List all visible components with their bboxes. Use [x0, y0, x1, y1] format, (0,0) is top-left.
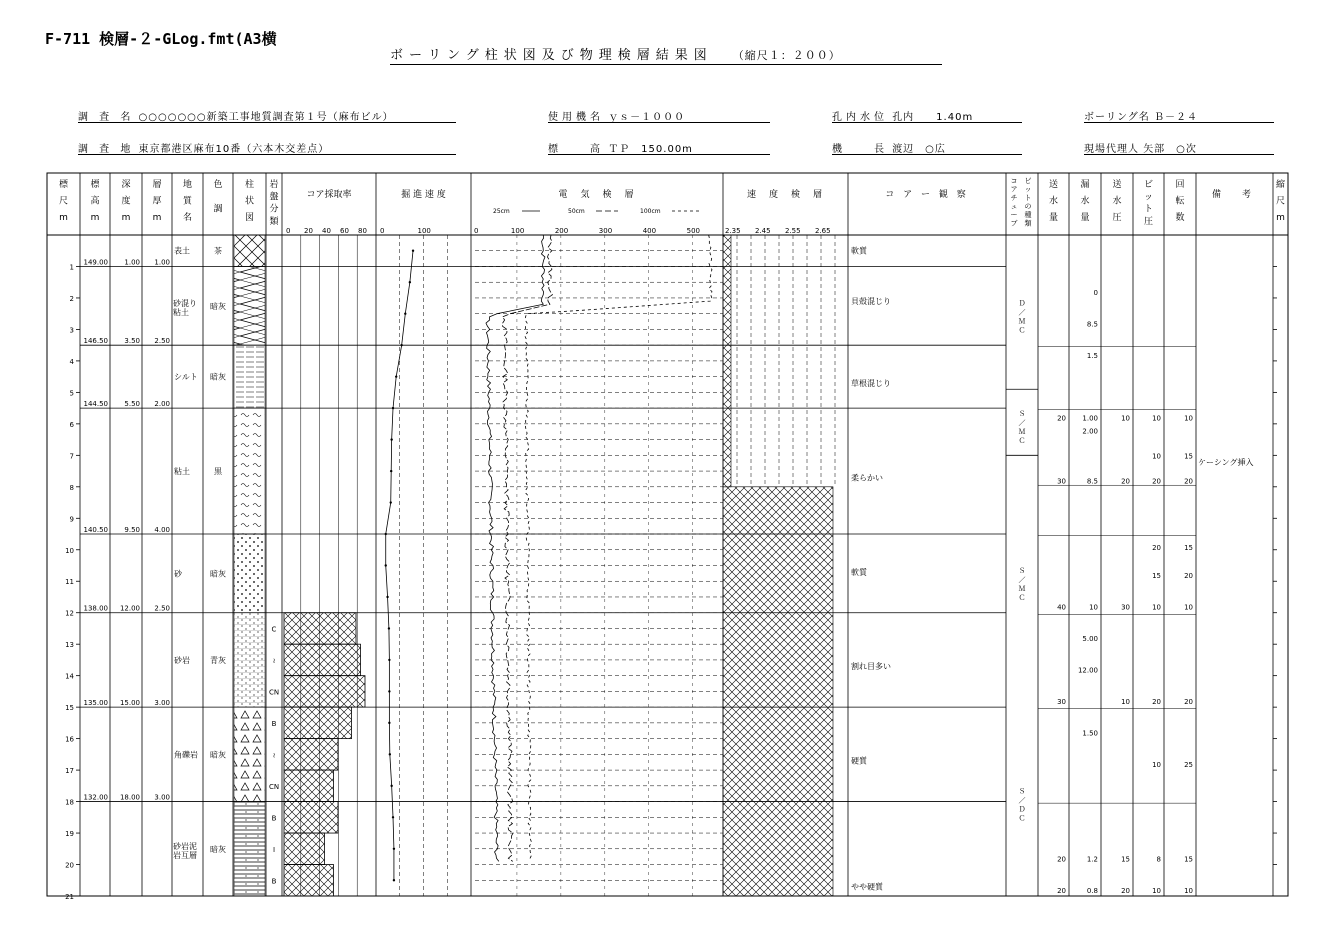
- hdr-press-1: 水: [1112, 196, 1122, 207]
- core-bar-1: [284, 644, 361, 675]
- drill-point-9: [385, 533, 387, 535]
- hdr-thick-0: 層: [152, 180, 162, 190]
- rec-press-16: 20: [1121, 886, 1130, 895]
- rec-feed-9: 40: [1057, 603, 1066, 612]
- hdr-depth-0: 深: [121, 180, 131, 190]
- rec-rot-3: 10: [1184, 414, 1193, 423]
- layer-color-3: 黒: [214, 467, 222, 477]
- elec-tick-0: 0: [474, 227, 479, 235]
- depth-label-12: 12: [65, 609, 74, 618]
- vel-tick-3: 2.65: [815, 227, 831, 235]
- elec-curve-50: [502, 235, 552, 861]
- vel-tick-2: 2.55: [785, 227, 801, 235]
- hdr-tube-1-3: の: [1024, 202, 1032, 211]
- log-pattern-4: [234, 534, 265, 613]
- log-pattern-0: [234, 235, 265, 266]
- drill-point-15: [388, 722, 390, 724]
- chart-frame: [47, 173, 1288, 896]
- observation-7: やや硬質: [851, 882, 883, 892]
- rec-bitp-15: 8: [1156, 855, 1161, 864]
- elec-tick-1: 100: [510, 227, 525, 235]
- hdr-tube-0-2: チ: [1010, 194, 1018, 202]
- layer-name-5: 砂岩: [174, 655, 190, 665]
- vel-tick-0: 2.35: [725, 227, 741, 235]
- tube-char-3-3: Ｃ: [1018, 814, 1026, 823]
- hdr-rot-0: 回: [1175, 180, 1185, 190]
- rec-feed-3: 20: [1057, 414, 1066, 423]
- tube-char-1-0: Ｓ: [1018, 409, 1026, 418]
- rec-press-6: 20: [1121, 477, 1130, 486]
- log-pattern-2: [234, 345, 265, 408]
- vel-tick-1: 2.45: [755, 227, 771, 235]
- layer-color-5: 青灰: [210, 655, 226, 665]
- tube-char-2-2: Ｍ: [1018, 585, 1026, 594]
- water-level-row: 孔内水位 孔内 1.40m: [832, 108, 1022, 123]
- survey-site-row: 調 査 地 東京都港区麻布10番（六本木交差点）: [78, 140, 456, 155]
- layer-thick-4: 2.50: [154, 604, 170, 613]
- layer-name-2: シルト: [174, 372, 198, 382]
- layer-elev-4: 138.00: [83, 604, 108, 613]
- title-text: ボーリング柱状図及び物理検層結果図: [390, 48, 713, 63]
- rec-rot-14: 25: [1184, 760, 1193, 769]
- rec-leak-16: 0.8: [1086, 886, 1098, 895]
- rock-class-8: B: [271, 877, 277, 886]
- drill-point-11: [386, 596, 388, 598]
- layer-thick-1: 2.50: [154, 337, 170, 346]
- log-pattern-7: [234, 802, 265, 896]
- rec-rot-15: 15: [1184, 855, 1193, 864]
- hdr-geo-0: 地: [182, 180, 193, 190]
- tube-char-2-3: Ｃ: [1018, 594, 1026, 603]
- rec-leak-10: 5.00: [1082, 635, 1098, 644]
- hdr-press-0: 送: [1112, 180, 1122, 190]
- site-agent-row: 現場代理人 矢部 ○次: [1084, 140, 1274, 155]
- rec-leak-3: 1.00: [1082, 414, 1098, 423]
- hdr-drill: 掘 進 速 度: [401, 190, 446, 200]
- foreman-row: 機 長 渡辺 ○広: [832, 140, 1022, 155]
- core-bar-4: [284, 739, 338, 770]
- observation-2: 草根混じり: [851, 378, 891, 388]
- hdr-remarks: 備 考: [1211, 190, 1258, 200]
- core-tick-3: 60: [340, 227, 349, 235]
- depth-label-20: 20: [65, 861, 74, 870]
- layer-color-7: 暗灰: [210, 844, 226, 854]
- hdr-feed-1: 水: [1048, 196, 1059, 207]
- rec-press-15: 15: [1121, 855, 1130, 864]
- elec-tick-4: 400: [642, 227, 657, 235]
- drill-point-1: [409, 281, 411, 283]
- rec-feed-16: 20: [1057, 886, 1066, 895]
- tube-type-1: [1019, 410, 1026, 445]
- layer-depth-5: 15.00: [119, 699, 140, 708]
- rec-press-12: 10: [1121, 697, 1130, 706]
- hdr-rot-1: 転: [1175, 196, 1185, 207]
- rec-bitp-3: 10: [1152, 414, 1161, 423]
- rec-rot-12: 20: [1184, 697, 1193, 706]
- tube-char-3-2: Ｄ: [1018, 805, 1026, 814]
- elec-tick-3: 300: [598, 227, 613, 235]
- hdr-tube-0-5: ブ: [1010, 219, 1018, 228]
- depth-label-14: 14: [65, 672, 74, 681]
- tube-char-2-1: ／: [1018, 576, 1026, 585]
- hdr-tube-1-4: 種: [1024, 211, 1032, 219]
- hdr-tube-0-1: ア: [1010, 185, 1018, 194]
- rec-bitp-14: 10: [1152, 760, 1161, 769]
- hdr-rot-2: 数: [1175, 212, 1185, 223]
- drill-point-16: [389, 753, 391, 755]
- depth-label-13: 13: [65, 641, 74, 650]
- rec-feed-6: 30: [1057, 477, 1066, 486]
- hdr-scale-0: 標: [58, 180, 69, 190]
- core-bar-5: [284, 770, 334, 801]
- drill-point-0: [412, 250, 414, 252]
- hdr-leak-2: 量: [1080, 212, 1090, 223]
- depth-label-19: 19: [65, 830, 74, 839]
- core-bar-2: [284, 676, 365, 707]
- hdr-tube-1-5: 類: [1024, 219, 1032, 228]
- layer-depth-1: 3.50: [124, 337, 140, 346]
- depth-label-6: 6: [69, 420, 74, 429]
- elec-curve-100: [525, 235, 712, 861]
- hdr-scale2-2: m: [1276, 212, 1285, 223]
- drill-point-12: [388, 627, 390, 629]
- hdr-rock-1: 盤: [269, 192, 279, 203]
- core-tick-2: 40: [322, 227, 331, 235]
- log-pattern-1: [234, 266, 265, 345]
- drill-point-6: [390, 438, 392, 440]
- rec-bitp-5: 10: [1152, 452, 1161, 461]
- tube-char-3-1: ／: [1018, 796, 1026, 805]
- drill-point-2: [404, 312, 406, 314]
- rec-leak-11: 12.00: [1077, 666, 1098, 675]
- hdr-log-1: 状: [244, 196, 255, 207]
- depth-label-21: 21: [65, 893, 74, 901]
- layer-depth-3: 9.50: [124, 526, 140, 535]
- layer-name-1: 砂混り粘土: [173, 298, 197, 317]
- elec-legend-100: 100cm: [640, 208, 661, 215]
- rec-feed-12: 30: [1057, 697, 1066, 706]
- hdr-bitp-0: ビ: [1143, 180, 1154, 190]
- core-bar-0: [284, 613, 356, 644]
- rock-class-7: I: [272, 845, 276, 854]
- observation-3: 柔らかい: [851, 473, 883, 483]
- depth-label-2: 2: [69, 294, 74, 303]
- tube-char-1-1: ／: [1018, 418, 1026, 427]
- tube-char-0-0: Ｄ: [1018, 299, 1026, 308]
- hdr-rock-3: 類: [269, 217, 279, 228]
- hdr-thick-2: m: [152, 212, 162, 223]
- tube-char-0-1: ／: [1018, 308, 1026, 317]
- layer-color-6: 暗灰: [210, 750, 226, 760]
- machine-row: 使用機名 ｙｓ－１０００: [548, 108, 770, 123]
- hdr-geo-1: 質: [182, 196, 193, 207]
- rec-bitp-6: 20: [1152, 477, 1161, 486]
- rec-bitp-16: 10: [1152, 886, 1161, 895]
- rec-press-9: 30: [1121, 603, 1130, 612]
- drill-point-8: [390, 501, 392, 503]
- observation-1: 貝殻混じり: [851, 297, 891, 307]
- tube-char-1-3: Ｃ: [1018, 436, 1026, 445]
- drill-point-10: [385, 564, 387, 566]
- rec-feed-15: 20: [1057, 855, 1066, 864]
- hdr-bitp-1: ッ: [1143, 192, 1154, 203]
- depth-label-4: 4: [69, 357, 74, 366]
- elevation-row: 標 高 ＴＰ 150.00m: [548, 140, 770, 155]
- layer-elev-2: 144.50: [83, 400, 108, 409]
- rec-bitp-9: 10: [1152, 603, 1161, 612]
- hdr-thick-1: 厚: [152, 196, 162, 207]
- rec-bitp-12: 20: [1152, 697, 1161, 706]
- layer-name-3: 粘土: [174, 467, 190, 477]
- layer-elev-0: 149.00: [83, 258, 108, 267]
- hdr-vel: 速 度 検 層: [746, 190, 825, 200]
- layer-elev-6: 132.00: [83, 793, 108, 802]
- layer-thick-6: 3.00: [154, 793, 170, 802]
- depth-label-1: 1: [69, 263, 74, 272]
- rec-rot-7: 15: [1184, 543, 1193, 552]
- tube-char-1-2: Ｍ: [1018, 427, 1026, 436]
- layer-name-0: 表土: [174, 246, 190, 256]
- hdr-rock-2: 分: [269, 204, 279, 215]
- rec-rot-6: 20: [1184, 477, 1193, 486]
- rock-class-4: ≀: [272, 751, 276, 760]
- velocity-bar-upper: [723, 235, 731, 487]
- rec-leak-15: 1.2: [1086, 855, 1098, 864]
- core-tick-4: 80: [358, 227, 367, 235]
- scale-text: （縮尺１：２００）: [732, 49, 841, 62]
- drill-point-19: [393, 848, 395, 850]
- hdr-log-2: 図: [244, 212, 255, 223]
- hdr-color-1: 調: [213, 204, 223, 215]
- layer-depth-4: 12.00: [119, 604, 140, 613]
- chart-body: [65, 235, 1277, 901]
- drill-point-5: [392, 407, 394, 409]
- elec-legend-25: 25cm: [493, 208, 510, 215]
- layer-thick-5: 3.00: [154, 699, 170, 708]
- velocity-bar-lower: [723, 487, 833, 896]
- hdr-elev-2: m: [90, 212, 100, 223]
- rec-press-3: 10: [1121, 414, 1130, 423]
- depth-label-5: 5: [69, 389, 74, 398]
- observation-6: 硬質: [851, 756, 867, 766]
- depth-label-9: 9: [69, 515, 74, 524]
- hdr-color-0: 色: [213, 180, 223, 190]
- hdr-leak-0: 漏: [1080, 180, 1090, 190]
- rec-leak-9: 10: [1089, 603, 1098, 612]
- layer-thick-3: 4.00: [154, 526, 170, 535]
- hdr-feed-0: 送: [1048, 180, 1059, 190]
- depth-label-7: 7: [69, 452, 74, 461]
- drill-tick-0: 0: [380, 227, 385, 235]
- hdr-bitp-3: 圧: [1143, 217, 1154, 228]
- hdr-geo-2: 名: [182, 212, 193, 223]
- tube-char-0-3: Ｃ: [1018, 326, 1026, 335]
- layer-elev-3: 140.50: [83, 526, 108, 535]
- rock-class-6: B: [271, 814, 277, 823]
- tube-type-0: [1019, 300, 1026, 335]
- log-pattern-6: [234, 707, 265, 801]
- drill-point-4: [395, 375, 397, 377]
- depth-label-10: 10: [65, 546, 74, 555]
- hdr-tube-1-0: ビ: [1024, 177, 1032, 185]
- tube-type-3: [1019, 788, 1026, 823]
- depth-label-3: 3: [69, 326, 74, 335]
- elec-tick-2: 200: [554, 227, 569, 235]
- core-bar-7: [284, 833, 325, 864]
- rec-leak-6: 8.5: [1086, 477, 1098, 486]
- observation-0: 軟質: [851, 246, 867, 256]
- elec-tick-5: 500: [686, 227, 701, 235]
- core-tick-0: 0: [286, 227, 291, 235]
- drill-point-7: [390, 470, 392, 472]
- core-tick-1: 20: [304, 227, 313, 235]
- hdr-scale2-1: 尺: [1275, 196, 1286, 207]
- hdr-scale2-0: 縮: [1275, 180, 1286, 190]
- rec-leak-4: 2.00: [1082, 427, 1098, 436]
- rec-rot-5: 15: [1184, 452, 1193, 461]
- hdr-elev-1: 高: [90, 196, 100, 207]
- hdr-elec: 電 気 検 層: [558, 190, 636, 200]
- layer-depth-2: 5.50: [124, 400, 140, 409]
- rock-class-5: CN: [268, 782, 280, 791]
- hdr-bitp-2: ト: [1143, 204, 1154, 215]
- rec-rot-16: 10: [1184, 886, 1193, 895]
- elec-curve-25: [486, 235, 545, 861]
- observation-4: 軟質: [851, 567, 867, 577]
- tube-type-2: [1019, 567, 1026, 602]
- hdr-core: コア採取率: [306, 190, 352, 200]
- rec-leak-2: 1.5: [1086, 351, 1098, 360]
- drill-point-20: [393, 879, 395, 881]
- layer-name-4: 砂: [174, 569, 182, 579]
- rec-leak-0: 0: [1093, 288, 1098, 297]
- hdr-scale-1: 尺: [58, 196, 69, 207]
- rock-class-2: CN: [268, 688, 280, 697]
- drill-point-18: [392, 816, 394, 818]
- survey-name-row: 調 査 名 ○○○○○○○新築工事地質調査第１号（麻布ビル）: [78, 108, 456, 123]
- layer-depth-0: 1.00: [124, 258, 140, 267]
- layer-thick-0: 1.00: [154, 258, 170, 267]
- rec-leak-1: 8.5: [1086, 320, 1098, 329]
- remark-0: ケーシング挿入: [1198, 457, 1254, 467]
- drill-point-3: [400, 344, 402, 346]
- tube-char-0-2: Ｍ: [1018, 317, 1026, 326]
- hdr-depth-1: 度: [121, 196, 131, 207]
- depth-label-17: 17: [65, 767, 74, 776]
- rec-rot-8: 20: [1184, 572, 1193, 581]
- elec-legend-50: 50cm: [568, 208, 585, 215]
- log-pattern-3: [234, 408, 265, 534]
- hdr-elev-0: 標: [90, 180, 100, 190]
- hdr-log-0: 柱: [244, 180, 255, 190]
- rec-leak-13: 1.50: [1082, 729, 1098, 738]
- hdr-tube-1-2: ト: [1024, 194, 1032, 202]
- hdr-tube-0-0: コ: [1010, 177, 1018, 185]
- hdr-scale-2: m: [59, 212, 68, 223]
- drill-point-13: [388, 659, 390, 661]
- core-bar-6: [284, 802, 338, 833]
- core-bar-8: [284, 865, 334, 896]
- hdr-obs: コ ア ー 観 察: [885, 190, 969, 200]
- layer-color-2: 暗灰: [210, 372, 226, 382]
- drill-point-14: [388, 690, 390, 692]
- core-bar-3: [284, 707, 352, 738]
- hdr-rock-0: 岩: [269, 180, 279, 190]
- drill-point-17: [390, 785, 392, 787]
- hdr-press-2: 圧: [1112, 212, 1122, 223]
- depth-label-16: 16: [65, 735, 74, 744]
- hdr-leak-1: 水: [1080, 196, 1090, 207]
- hdr-tube-0-4: ー: [1010, 211, 1018, 219]
- tube-char-2-0: Ｓ: [1018, 567, 1026, 576]
- rock-class-1: ≀: [272, 656, 276, 665]
- layer-color-4: 暗灰: [210, 569, 226, 579]
- layer-thick-2: 2.00: [154, 400, 170, 409]
- tube-char-3-0: Ｓ: [1018, 787, 1026, 796]
- boring-name-row: ボーリング名 Ｂ－２４: [1084, 108, 1274, 123]
- layer-elev-5: 135.00: [83, 699, 108, 708]
- rock-class-3: B: [271, 719, 277, 728]
- rock-class-0: C: [271, 625, 277, 634]
- rec-bitp-7: 20: [1152, 543, 1161, 552]
- hdr-tube-0-3: ュ: [1010, 202, 1018, 211]
- layer-color-1: 暗灰: [210, 301, 226, 311]
- depth-label-18: 18: [65, 798, 74, 807]
- layer-name-7: 砂岩泥岩互層: [173, 841, 197, 860]
- depth-label-8: 8: [69, 483, 74, 492]
- log-pattern-5: [234, 613, 265, 707]
- depth-label-11: 11: [65, 578, 74, 587]
- observation-5: 割れ目多い: [851, 662, 891, 672]
- rec-rot-9: 10: [1184, 603, 1193, 612]
- drill-tick-1: 100: [417, 227, 431, 235]
- rec-bitp-8: 15: [1152, 572, 1161, 581]
- layer-depth-6: 18.00: [119, 793, 140, 802]
- hdr-depth-2: m: [121, 212, 131, 223]
- layer-name-6: 角礫岩: [174, 750, 198, 760]
- document-id: F-711 検層-２-GLog.fmt(A3横: [45, 30, 277, 48]
- hdr-feed-2: 量: [1048, 212, 1059, 223]
- depth-label-15: 15: [65, 704, 74, 713]
- layer-elev-1: 146.50: [83, 337, 108, 346]
- layer-color-0: 茶: [214, 246, 222, 256]
- hdr-tube-1-1: ッ: [1024, 185, 1032, 194]
